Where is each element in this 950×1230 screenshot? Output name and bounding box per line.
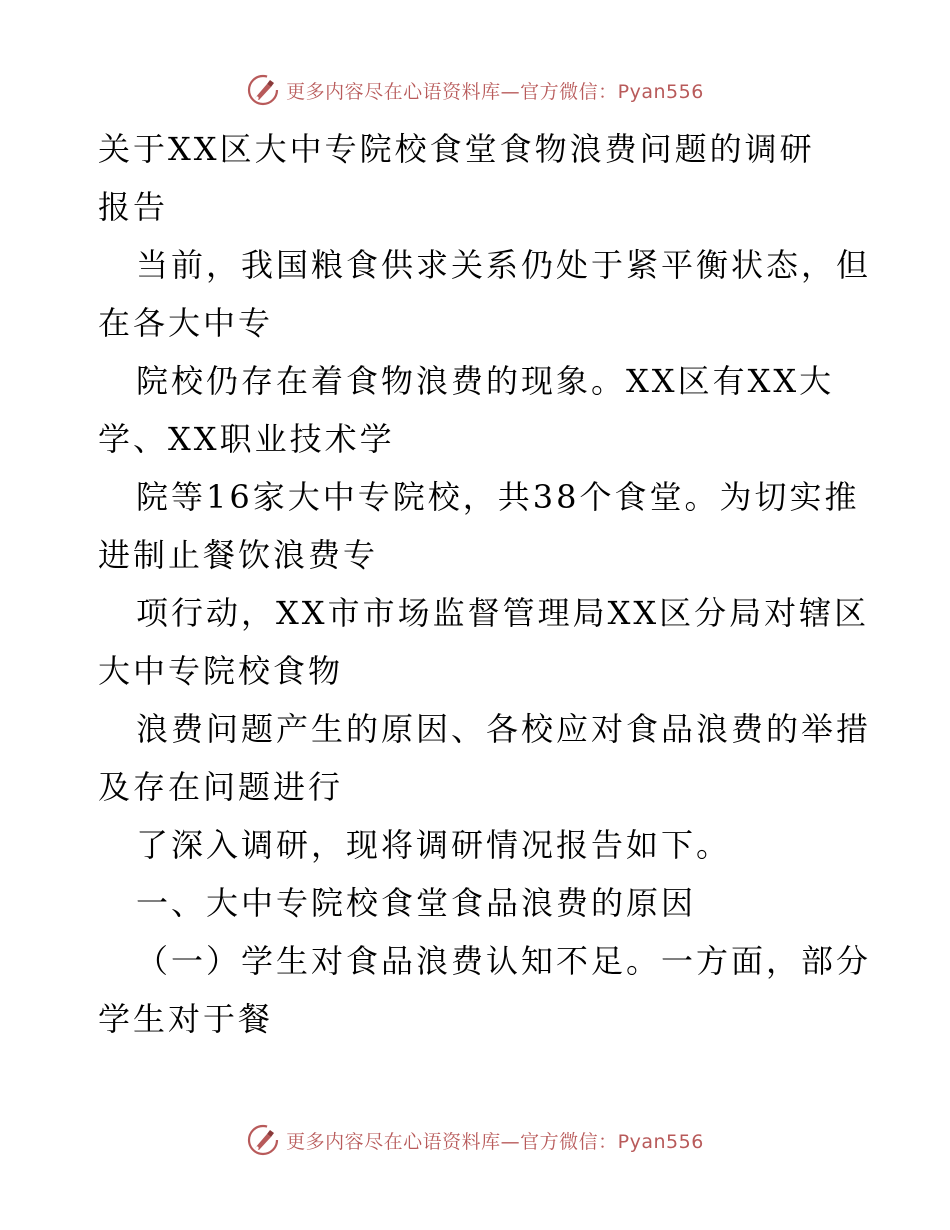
watermark-group — [246, 73, 704, 107]
paragraph-line: 及存在问题进行 — [98, 768, 344, 806]
pen-seal-icon — [246, 73, 280, 107]
paragraph-line: 了深入调研，现将调研情况报告如下。 — [136, 826, 732, 864]
header-watermark — [0, 70, 950, 110]
footer-watermark — [0, 1120, 950, 1160]
paragraph-line: 项行动，XX市市场监督管理局XX区分局对辖区 — [136, 594, 870, 632]
pen-seal-icon — [246, 1123, 280, 1157]
title-line-2: 报告 — [98, 188, 169, 226]
paragraph-line: 浪费问题产生的原因、各校应对食品浪费的举措 — [136, 710, 872, 748]
watermark-text: 更多内容尽在心语资料库—官方微信：Pyan556 — [286, 1130, 704, 1153]
paragraph-line: 学生对于餐 — [98, 1000, 274, 1038]
paragraph-line: 院校仍存在着食物浪费的现象。XX区有XX大 — [136, 362, 835, 400]
paragraph-line: 当前，我国粮食供求关系仍处于紧平衡状态，但 — [136, 246, 872, 284]
document-body — [98, 120, 872, 1048]
watermark-group — [246, 1123, 704, 1157]
watermark-text: 更多内容尽在心语资料库—官方微信：Pyan556 — [286, 80, 704, 103]
paragraph-line: 大中专院校食物 — [98, 652, 344, 690]
section-heading: 一、大中专院校食堂食品浪费的原因 — [136, 884, 697, 922]
subsection-line: （一）学生对食品浪费认知不足。一方面，部分 — [136, 942, 872, 980]
paragraph-line: 院等16家大中专院校，共38个食堂。为切实推 — [136, 478, 860, 516]
paragraph-line: 学、XX职业技术学 — [98, 420, 395, 458]
paragraph-line: 进制止餐饮浪费专 — [98, 536, 379, 574]
title-line-1: 关于XX区大中专院校食堂食物浪费问题的调研 — [98, 130, 815, 168]
paragraph-line: 在各大中专 — [98, 304, 274, 342]
